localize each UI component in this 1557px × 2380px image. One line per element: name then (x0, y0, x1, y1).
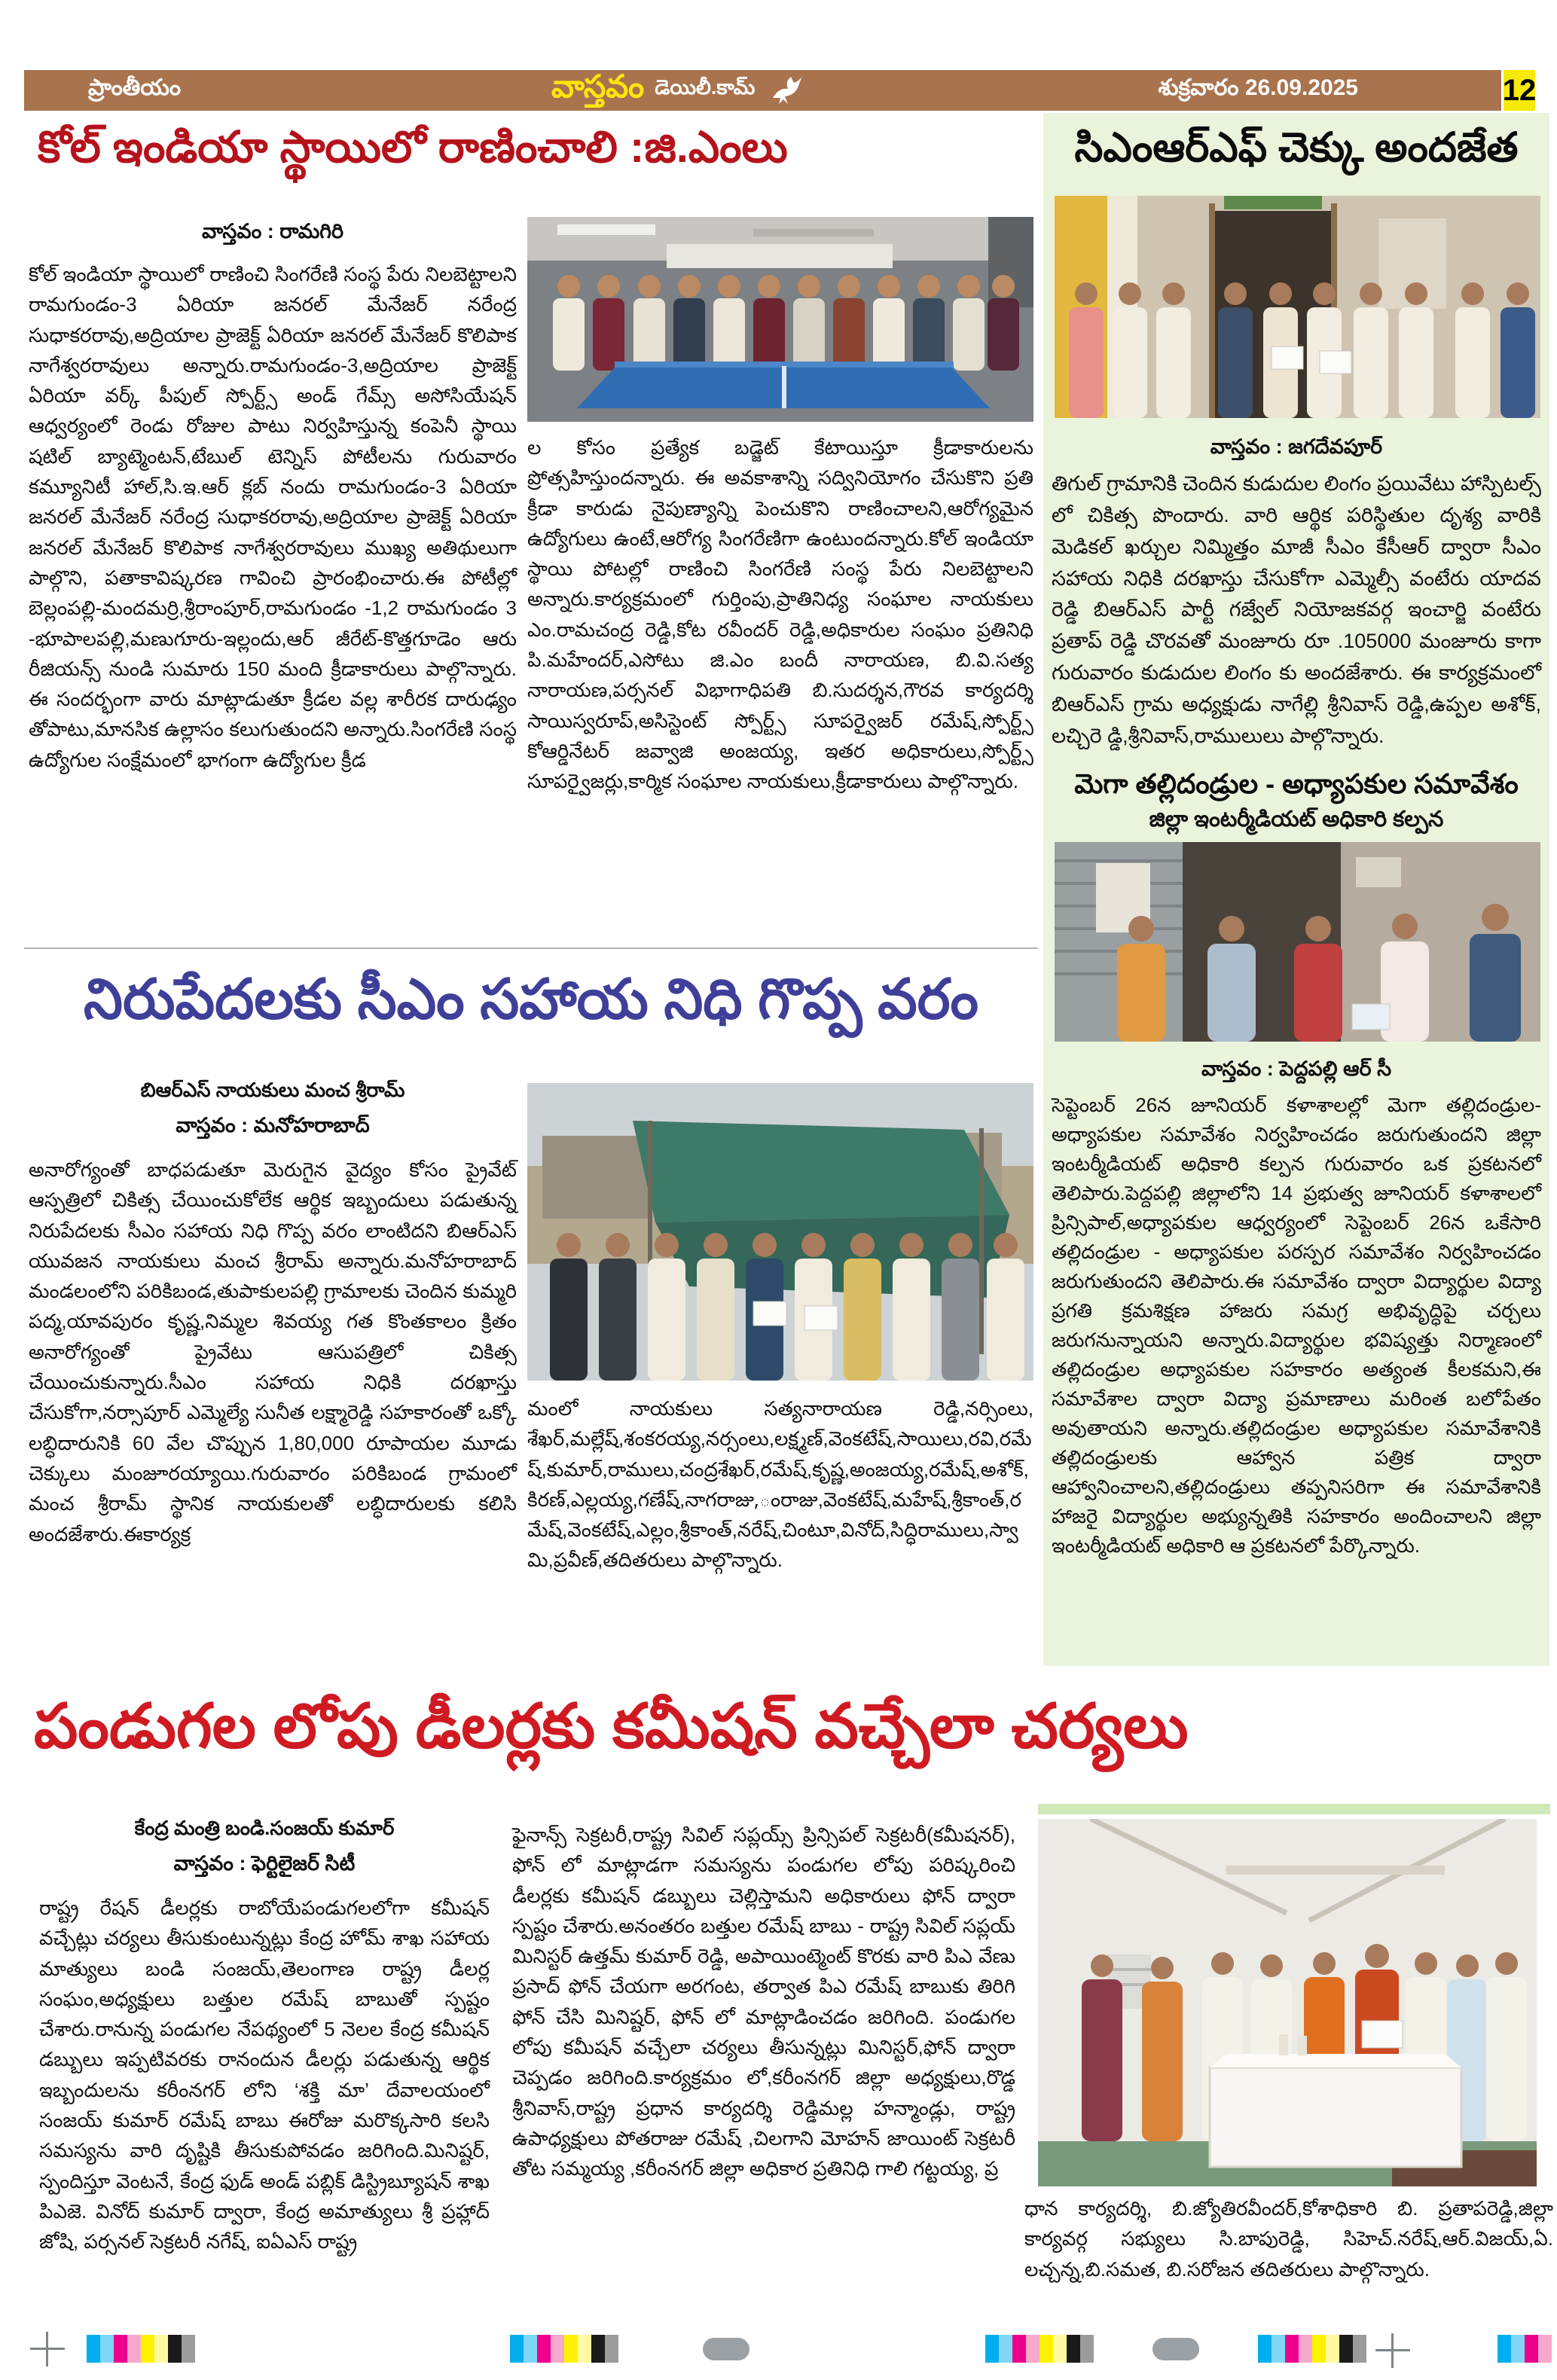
dealers-dateline: వాస్తవం : ఫెర్టిలైజర్ సిటీ (173, 1852, 356, 1875)
masthead-title: వాస్తవం (551, 68, 645, 104)
calibration-pill-2 (1152, 2338, 1199, 2360)
cm-fund-body-2: మంలో నాయకులు సత్యనారాయణ రెడ్డి,నర్సింలు, శేఖర్,మల్లేష్,శంకరయ్య,నర్సంలు,లక్ష్మణ్,వెంకటేష్,సాయిలు,రవి,రమేష్,కుమార్,రాములు,చంద్రశేఖర్,రమేష్,కృష్ణ,అంజయ్య,రమేష్,అశోక్,కిరణ్,ఎల్లయ్య,గణేష్,నాగరాజు,ంరాజు,వెంకటేష్,మహేష్,శ్రీకాంత్,రమేష్,వెంకటేష్,ఎల్లం,శ్రీకాంత్,నరేష్,చింటూ,వినోద్,సిద్ధిరాములు,స్వామి,ప్రవీణ్,తదితరులు పాల్గొన్నారు. (527, 1397, 1033, 1572)
coal-india-dateline: వాస్తవం : రామగిరి (201, 220, 344, 243)
dealers-headline: పండుగల లోపు డీలర్లకు కమీషన్ వచ్చేలా చర్యలు (34, 1692, 1189, 1761)
registration-cross-right (1375, 2333, 1410, 2368)
dealers-column-3 (1024, 2193, 1553, 2284)
photo-top-strip (1038, 1804, 1550, 1814)
cm-fund-headline: నిరుపేదలకు సీఎం సహాయ నిధి గొప్ప వరం (84, 968, 978, 1030)
coal-india-column-1 (29, 220, 517, 775)
mega-meeting-headline: మెగా తల్లిదండ్రుల - అధ్యాపకుల సమావేశం (1074, 768, 1519, 799)
cmrf-body: తిగుల్ గ్రామానికి చెందిన కుడుదుల లింగం ప్రయివేటు హాస్పిటల్స్ లో చికిత్స పొందారు. వారి ఆర్థిక పరిస్థితుల దృశ్య వారికి మెడికల్ ఖర్చుల నిమ్మిత్తం మాజీ సీఎం కేసీఆర్ ద్వారా సీఎం సహాయ నిధికి దరఖాస్తు చేసుకోగా ఎమ్మెల్సీ వంటేరు యాదవ రెడ్డి బిఆర్ఎస్ పార్టీ గజ్వేల్ నియోజకవర్గ ఇంచార్జి వంటేరు ప్రతాప్ రెడ్డి చొరవతో మంజూరు రూ .105000 మంజూరు కాగా గురువారం కుడుదుల లింగం కు అందజేశారు. ఈ కార్యక్రమంలో బిఆర్ఎస్ గ్రామ అధ్యక్షుడు నాగేల్లి శ్రీనివాస్ రెడ్డి,ఉప్పల అశోక్, లచ్చిరె డ్డి,శ్రీనివాస్,రాములులు పాల్గొన్నారు. (1052, 472, 1541, 747)
coal-india-photo (527, 217, 1033, 422)
cm-fund-body-1: అనారోగ్యంతో బాధపడుతూ మెరుగైన వైద్యం కోసం ప్రైవేట్ ఆస్పత్రిలో చికిత్స చేయించుకోలేక ఆర్థిక ఇబ్బందులు పడుతున్న నిరుపేదలకు సీఎం సహాయ నిధి గొప్ప వరం లాంటిదని బిఆర్ఎస్ యువజన నాయకులు మంచ శ్రీరామ్ అన్నారు.మనోహరాబాద్ మండలంలోని పరికిబండ,తుపాకులపల్లి గ్రామాలకు చెందిన కుమ్మరి పద్మ,యావపురం కృష్ణ,నిమ్మల శివయ్య గత కొంతకాలం క్రితం అనారోగ్యంతో ప్రైవేటు ఆసుపత్రిలో చికిత్స చేయించుకున్నారు.సీఎం సహాయ నిధికి దరఖాస్తు చేసుకోగా,నర్సాపూర్ ఎమ్మెల్యే సునీత లక్ష్మారెడ్డి సహకారంతో ఒక్కో లబ్ధిదారునికి 60 వేల చొప్పున 1,80,000 రూపాయల మూడు చెక్కులు మంజూరయ్యాయి.గురువారం పరికిబండ గ్రామంలో మంచ శ్రీరామ్ స్థానిక నాయకులతో లబ్ధిదారులకు కలిసి అందజేశారు.ఈకార్యక్ర (29, 1158, 517, 1545)
calibration-bars-5 (1497, 2335, 1552, 2363)
calibration-bars-4 (1258, 2335, 1366, 2363)
mega-meeting-body: సెప్టెంబర్ 26న జూనియర్ కళాశాలల్లో మెగా తల్లిదండ్రుల-అధ్యాపకుల సమావేశం నిర్వహించడం జరుగుతుందని జిల్లా ఇంటర్మీడియట్ అధికారి కల్పన గురువారం ఒక ప్రకటనలో తెలిపారు.పెద్దపల్లి జిల్లాలోని 14 ప్రభుత్వ జూనియర్ కళాశాలలో ప్రిన్సిపాల్,అధ్యాపకుల ఆధ్వర్యంలో సెప్టెంబర్ 26న ఒకేసారి తల్లిదండ్రుల - అధ్యాపకుల పరస్పర సమావేశం నిర్వహించడం జరుగుతుందని తెలిపారు.ఈ సమావేశం ద్వారా విద్యార్థుల విద్యా ప్రగతి క్రమశిక్షణ హాజరు సమగ్ర అభివృద్ధిపై చర్చలు జరుగనున్నాయని అన్నారు.విద్యార్థుల భవిష్యత్తు నిర్మాణంలో తల్లిదండ్రుల అధ్యాపకుల సహకారం అత్యంత కీలకమని,ఈ సమావేశాల ద్వారా విద్యా ప్రమాణాలు మరింత బలోపేతం అవుతాయని అన్నారు.తల్లిదండ్రుల అధ్యాపకుల సమావేశానికి తల్లిదండ్రులకు ఆహ్వాన పత్రిక ద్వారా ఆహ్వానించాలని,తల్లిదండ్రులు తప్పనిసరిగా ఈ సమావేశానికి హాజరై విద్యార్థుల అభ్యున్నతికి సహకారం అందించాలని జిల్లా ఇంటర్మీడియట్ అధికారి ఆ ప్రకటనలో పేర్కొన్నారు. (1052, 1094, 1541, 1557)
calibration-bars-3 (985, 2335, 1094, 2363)
masthead-section-label: ప్రాంతీయం (88, 75, 182, 100)
mega-meeting-subhead: జిల్లా ఇంటర్మీడియట్ అధికారి కల్పన (1149, 807, 1444, 831)
dove-icon (765, 72, 804, 109)
cmrf-photo (1055, 196, 1540, 418)
dealers-body-1: రాష్ట్ర రేషన్ డీలర్లకు రాబోయేపండుగలలోగా కమీషన్ వచ్చేట్లు చర్యలు తీసుకుంటున్నట్లు కేంద్ర హోమ్ శాఖ సహాయ మాత్యులు బండి సంజయ్,తెలంగాణ రాష్ట్ర డీలర్ల సంఘం,అధ్యక్షులు బత్తుల రమేష్ బాబుతో స్పష్టం చేశారు.రానున్న పండుగల నేపథ్యంలో 5 నెలల కేంద్ర కమీషన్ డబ్బులు ఇప్పటివరకు రానందున డీలర్లు పడుతున్న ఆర్థిక ఇబ్బందులను కరీంనగర్ లోని ‘శక్తి మా’ దేవాలయంలో సంజయ్ కుమార్ రమేష్ బాబు ఈరోజు మరొక్కసారి కలసి సమస్యను వారి దృష్టికి తీసుకుపోవడం జరిగింది.మినిష్టర్, స్పందిస్తూ వెంటనే, కేంద్ర ఫుడ్ అండ్ పబ్లిక్ డిస్ట్రిబ్యూషన్ శాఖ పిఎజె. వినోద్ కుమార్ ద్వారా, కేంద్ర అమాత్యులు శ్రీ ప్రహ్లాద్ జోషి, పర్సనల్ సెక్రటరీ నగేష్, ఐఏఎస్ రాష్ట్ర (39, 1896, 490, 2253)
mega-meeting-photo (1055, 842, 1540, 1042)
coal-india-headline: కోల్ ఇండియా స్థాయిలో రాణించాలి :జి.ఎంలు (38, 123, 788, 172)
dealers-body-2: ఫైనాన్స్ సెక్రటరీ,రాష్ట్ర సివిల్ సప్లయ్స్ ప్రిన్సిపల్ సెక్రటరీ(కమీషనర్), ఫోన్ లో మాట్లాడగా సమస్యను పండుగల లోపు పరిష్కరించి డీలర్లకు కమీషన్ డబ్బులు చెల్లిస్తామని అధికారులు ఫోన్ ద్వారా స్పష్టం చేశారు.అనంతరం బత్తుల రమేష్ బాబు - రాష్ట్ర సివిల్ సప్లయ్ మినిస్టర్ ఉత్తమ్ కుమార్ రెడ్డి, అపాయింట్మెంట్ కొరకు వారి పిఎ వేణు ప్రసాద్ ఫోన్ చేయగా అరగంట, తర్వాత పిఎ రమేష్ బాబుకు తిరిగి ఫోన్ చేసి మినిష్టర్, ఫోన్ లో మాట్లాడించడం జరిగింది. పండుగల లోపు కమీషన్ వచ్చేలా చర్యలు తీసున్నట్లు మినిస్టర్,ఫోన్ ద్వారా చెప్పడం జరిగింది.కార్యక్రమం లో,కరీంనగర్ జిల్లా అధ్యక్షులు,రొడ్డ శ్రీనివాస్,రాష్ట్ర ప్రధాన కార్యదర్శి రెడ్డిమల్ల హన్మాండ్లు, రాష్ట్ర ఉపాధ్యక్షులు పోతరాజు రమేష్ ,చిలగాని మోహన్ జాయింట్ సెక్రటరీ తోట సమ్మయ్య ,కరీంనగర్ జిల్లా అధికార ప్రతినిధి గాలి గట్టయ్య, ప్ర (512, 1823, 1015, 2180)
coal-india-body-2: ల కోసం ప్రత్యేక బడ్జెట్ కేటాయిస్తూ క్రీడాకారులను ప్రోత్సహిస్తుందన్నారు. ఈ అవకాశాన్ని సద్వినియోగం చేసుకొని ప్రతి క్రీడా కారుడు నైపుణ్యాన్ని పెంచుకొని రాణించాలని,ఆరోగ్యమైన ఉద్యోగులు ఉంటే,ఆరోగ్య సింగరేణిగా ఉంటుందన్నారు.కోల్ ఇండియా స్థాయి పోటల్లో రాణించి సింగరేణి సంస్థ పేరు నిలబెట్టాలని అన్నారు.కార్యక్రమంలో గుర్తింపు,ప్రాతినిధ్య సంఘాల నాయకులు ఎం.రామచంద్ర రెడ్డి,కోట రవీందర్ రెడ్డి,అధికారుల సంఘం ప్రతినిధి పి.మహేందర్,ఎసోటు జి.ఎం బందీ నారాయణ, బి.వి.సత్య నారాయణ,పర్సనల్ విభాగాధిపతి బి.సుదర్శన,గౌరవ కార్యదర్శి సాయిస్వరూప్,అసిస్టెంట్ స్పోర్ట్స్ సూపర్వైజర్ రమేష్,స్పోర్ట్స్ కోఆర్డినేటర్ జవ్వాజి అంజయ్య, ఇతర అధికారులు,స్పోర్ట్స్ సూపర్వైజర్లు,కార్మిక సంఘాల నాయకులు,క్రీడాకారులు పాల్గొన్నారు. (527, 436, 1033, 793)
cm-fund-dateline: వాస్తవం : మనోహరాబాద్ (176, 1114, 370, 1137)
cmrf-headline: సిఎంఆర్ఎఫ్ చెక్కు అందజేత (1074, 125, 1519, 170)
dealers-byline: కేంద్ర మంత్రి బండి.సంజయ్ కుమార్ (134, 1817, 395, 1839)
dealers-column-2 (512, 1820, 1015, 2184)
calibration-pill-1 (703, 2338, 749, 2360)
cm-fund-column-2 (527, 1393, 1033, 1576)
dealers-body-3: ధాన కార్యదర్శి, బి.జ్యోతిరవీందర్,కోశాధికారి బి. ప్రతాపరెడ్డి,జిల్లా కార్యవర్గ సభ్యులు సి.బాపురెడ్డి, సిహెచ్.నరేష్,ఆర్.విజయ్,ఏ. లచ్చన్న,బి.సమత, బి.సరోజన తదితరులు పాల్గొన్నారు. (1024, 2197, 1553, 2281)
page-number-box: 12 (1504, 70, 1535, 111)
dealers-column-1 (39, 1817, 490, 2257)
masthead-day-date: శుక్రవారం 26.09.2025 (1158, 75, 1358, 100)
masthead-title-suffix: డెయిలీ.కామ్ (655, 76, 756, 99)
masthead-bar (24, 70, 1501, 111)
cmrf-dateline: వాస్తవం : జగదేవపూర్ (1210, 435, 1383, 458)
cm-fund-photo (527, 1083, 1033, 1381)
coal-india-column-2 (527, 432, 1033, 797)
mega-meeting-dateline: వాస్తవం : పెద్దపల్లి ఆర్ సీ (1201, 1057, 1392, 1080)
cm-fund-byline: బిఆర్ఎస్ నాయకులు మంచ శ్రీరామ్ (140, 1079, 405, 1101)
calibration-bars-1 (87, 2335, 195, 2363)
coal-india-body-1: కోల్ ఇండియా స్థాయిలో రాణించి సింగరేణి సంస్థ పేరు నిలబెట్టాలని రామగుండం-3 ఏరియా జనరల్ మేనేజర్ నరేంద్ర సుధాకరరావు,అద్రియాల ప్రాజెక్ట్ ఏరియా జనరల్ మేనేజర్ కొలిపాక నాగేశ్వరరావులు అన్నారు.రామగుండం-3,అద్రియాల ప్రాజెక్ట్ ఏరియా వర్క్ పీపుల్ స్పోర్ట్స్ అండ్ గేమ్స్ అసోసియేషన్ ఆధ్వర్యంలో రెండు రోజుల పాటు నిర్వహిస్తున్న కంపెనీ స్థాయి షటిల్ బ్యాట్మెంటన్,టేబుల్ టెన్నిస్ పోటీలను గురువారం కమ్యూనిటీ హాల్,సి.ఇ.ఆర్ క్లబ్ నందు రామగుండం-3 ఏరియా జనరల్ మేనేజర్ నరేంద్ర సుధాకరరావు,అద్రియాల ప్రాజెక్ట్ ఏరియా జనరల్ మేనేజర్ కొలిపాక నాగేశ్వరరావులు ముఖ్య అతిథులుగా పాల్గొని, పతాకావిష్కరణ గావించి ప్రారంభించారు.ఈ పోటీల్లో బెల్లంపల్లి-మందమర్రి,శ్రీరాంపూర్,రామగుండం -1,2 రామగుండం 3 -భూపాలపల్లి,మణుగూరు-ఇల్లందు,ఆర్ జీరేట్-కొత్తగూడెం ఆరు రీజియన్స్ నుండి సుమారు 150 మంది క్రీడాకారులు పాల్గొన్నారు. ఈ సందర్భంగా వారు మాట్లాడుతూ క్రీడల వల్ల శారీరక దారుఢ్యం తోపాటు,మానసిక ఉల్లాసం కలుగుతుందని అన్నారు.సింగరేణి సంస్థ ఉద్యోగుల సంక్షేమంలో భాగంగా ఉద్యోగుల క్రీడ (29, 263, 517, 771)
masthead-center (551, 69, 804, 113)
calibration-bars-2 (510, 2335, 618, 2363)
dealers-photo (1038, 1819, 1537, 2186)
registration-cross-left (30, 2332, 65, 2366)
cm-fund-column-1 (29, 1079, 517, 1549)
section-divider (24, 947, 1038, 949)
